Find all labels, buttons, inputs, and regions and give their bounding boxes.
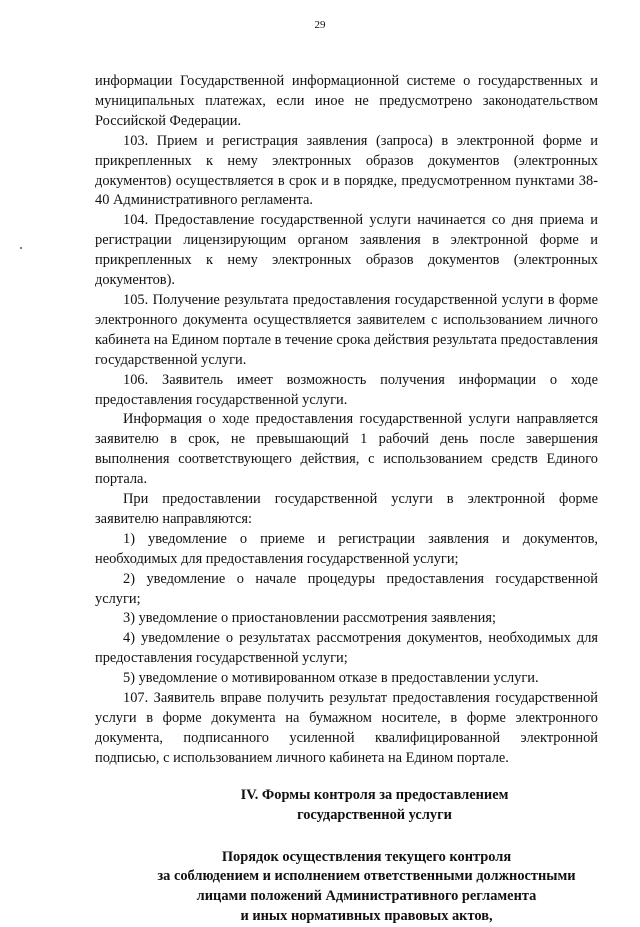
paragraph-info: Информация о ходе предоставления государственной услуги направляется заявителю в срок, не превышающий 1 рабочий день после завершения выполнения соответствующего действия, с использованием средств Единого портала. (95, 411, 598, 488)
sub-heading-line-2: за соблюдением и исполнением ответственными должностными (157, 868, 576, 885)
paragraph-103: 103. Прием и регистрация заявления (запроса) в электронной форме и прикрепленных к нему электронных образов документов (электронных документов) осуществляется в срок и в порядке, предусмотренном пунктами 38-40 Административного регламента. (95, 132, 598, 209)
paragraph-107: 107. Заявитель вправе получить результат предоставления государственной услуги в форме документа на бумажном носителе, в форме электронного документа, подписанного усиленной квалифицированной электронной подписью, с использованием личного кабинета на Едином портале. (95, 690, 598, 766)
paragraph-106: 106. Заявитель имеет возможность получения информации о ходе предоставления государственной услуги. (95, 371, 598, 408)
paragraph-104: 104. Предоставление государственной услуги начинается со дня приема и регистрации лицензирующим органом заявления в электронной форме и прикрепленных к нему электронных образов документов (электронных документов). (95, 212, 598, 289)
scan-speck (20, 247, 22, 249)
sub-heading-line-4: и иных нормативных правовых актов, (240, 908, 493, 925)
sub-heading-line-3: лицами положений Административного регламента (196, 888, 537, 905)
paragraph-105: 105. Получение результата предоставления государственной услуги в форме электронного документа осуществляется заявителем с использованием личного кабинета на Едином портале в течение срока действия результата предоставления государственной услуги. (95, 291, 598, 368)
list-item-3: 3) уведомление о приостановлении рассмотрения заявления; (123, 610, 496, 627)
sub-heading-line-1: Порядок осуществления текущего контроля (221, 848, 512, 865)
paragraph-notifications-intro: При предоставлении государственной услуги в электронной форме заявителю направляются: (95, 491, 598, 527)
section-heading-line-2: государственной услуги (297, 806, 452, 823)
list-item-2: 2) уведомление о начале процедуры предоставления государственной услуги; (95, 570, 598, 607)
page-number: 29 (314, 19, 326, 31)
list-item-1: 1) уведомление о приеме и регистрации заявления и документов, необходимых для предоставления государственной услуги; (95, 530, 598, 567)
paragraph-continuation: информации Государственной информационной системе о государственных и муниципальных платежах, если иное не предусмотрено законодательством Российской Федерации. (95, 73, 598, 129)
list-item-5: 5) уведомление о мотивированном отказе в предоставлении услуги. (123, 670, 539, 687)
section-heading-line-1: IV. Формы контроля за предоставлением (240, 786, 509, 803)
list-item-4: 4) уведомление о результатах рассмотрения документов, необходимых для предоставления государственной услуги; (95, 630, 598, 667)
document-body (95, 72, 598, 927)
